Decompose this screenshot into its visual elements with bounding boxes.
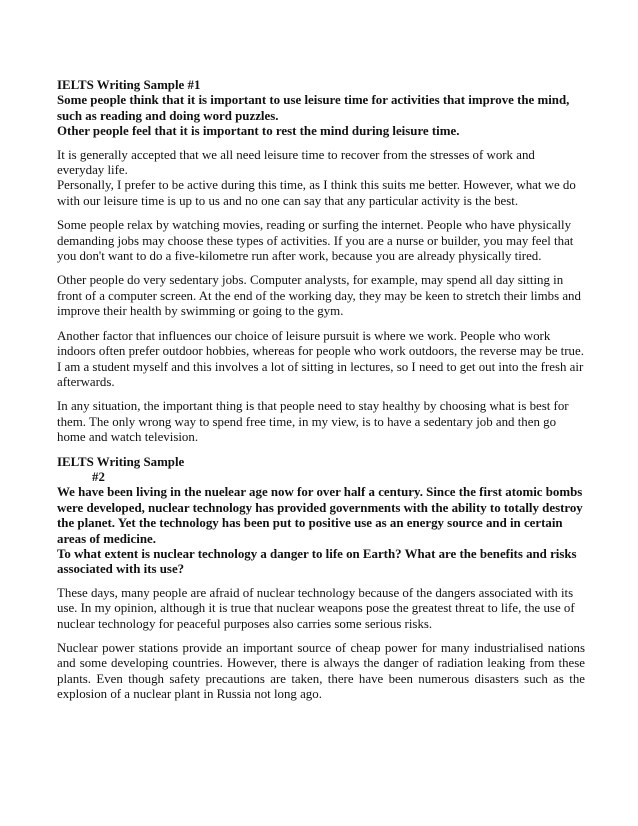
sample-1-paragraph-1: It is generally accepted that we all need leisure time to recover from the stresses of work and everyday life. xyxy=(57,147,535,178)
sample-2-title xyxy=(57,455,585,486)
sample-2-paragraph-1: These days, many people are afraid of nuclear technology because of the dangers associated with its use. In my opinion, although it is true that nuclear weapons pose the greatest threat to life, the use of nuclear technology for peaceful purposes also carries some serious risks. xyxy=(57,585,575,631)
spacer xyxy=(57,140,585,148)
sample-1-paragraph-5: Another factor that influences our choice of leisure pursuit is where we work. People who work indoors often prefer outdoor hobbies, whereas for people who work outdoors, the reverse may be true. I am a student myself and this involves a lot of sitting in lectures, so I need to get out into the fresh air afterwards. xyxy=(57,328,584,389)
sample-2-prompt-line-2: To what extent is nuclear technology a danger to life on Earth? What are the benefits and risks associated with its use? xyxy=(57,546,577,577)
sample-1-paragraph-3: Some people relax by watching movies, reading or surfing the internet. People who have physically demanding jobs may choose these types of activities. If you are a nurse or builder, you may feel that you don't want to do a five-kilometre run after work, because you are already physically tired. xyxy=(57,218,574,264)
document-page xyxy=(57,78,585,712)
sample-1-prompt-line-2: Other people feel that it is important to rest the mind during leisure time. xyxy=(57,124,460,139)
sample-2-number: #2 xyxy=(92,469,105,484)
sample-1 xyxy=(57,78,585,446)
sample-1-paragraph-4: Other people do very sedentary jobs. Computer analysts, for example, may spend all day sitting in front of a computer screen. At the end of the working day, they may be keen to stretch their limbs and improve their health by swimming or going to the gym. xyxy=(57,273,581,319)
sample-1-prompt-line-1: Some people think that it is important to use leisure time for activities that improve the mind, such as reading and doing word puzzles. xyxy=(57,93,570,123)
sample-2-prompt-line-1: We have been living in the nuelear age now for over half a century. Since the first atomic bombs were developed, nuclear technology has provided governments with the ability to totally destroy the planet. Yet the technology has been put to positive use as an energy source and in certain areas of medicine. xyxy=(57,485,583,546)
sample-1-paragraph-6: In any situation, the important thing is that people need to stay healthy by choosing what is best for them. The only wrong way to spend free time, in my view, is to have a sedentary job and then go home and watch television. xyxy=(57,399,569,445)
sample-2 xyxy=(57,455,585,703)
sample-2-paragraph-2: Nuclear power stations provide an important source of cheap power for many industrialised nations and some developing countries. However, there is always the danger of radiation leaking from these plants. Even though safety precautions are taken, there have been numerous disasters such as the explosion of a nuclear plant in Russia not long ago. xyxy=(57,641,585,702)
sample-1-paragraph-2: Personally, I prefer to be active during this time, as I think this suits me better. However, what we do with our leisure time is up to us and no one can say that any particular activity is the best. xyxy=(57,178,576,208)
sample-2-title-text: IELTS Writing Sample xyxy=(57,454,185,469)
sample-1-title: IELTS Writing Sample #1 xyxy=(57,78,201,92)
